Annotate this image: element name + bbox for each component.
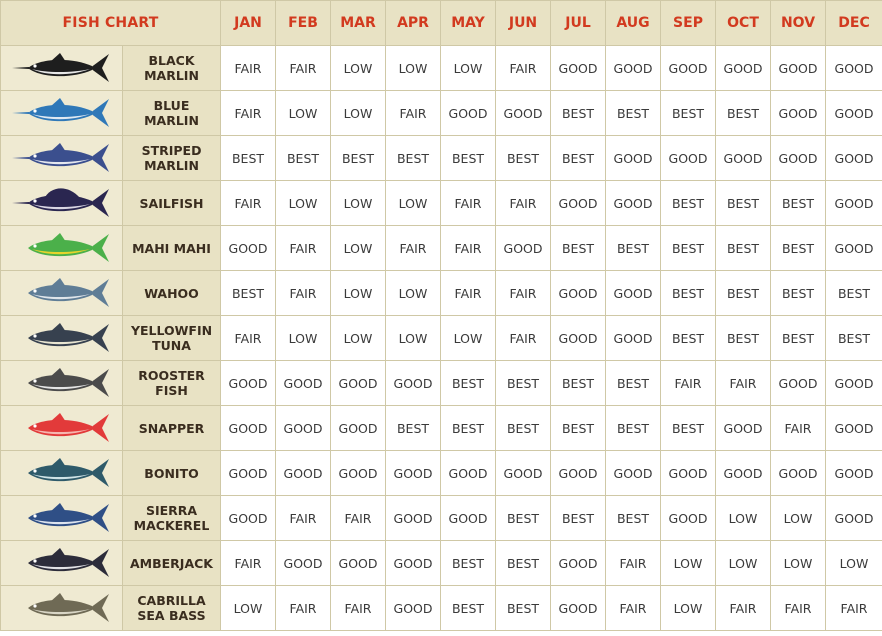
rating-cell: GOOD [771, 451, 826, 496]
table-row [1, 181, 882, 226]
rating-cell: BEST [716, 316, 771, 361]
rating-cell: LOW [331, 316, 386, 361]
table-row [1, 406, 882, 451]
rating-cell: LOW [331, 226, 386, 271]
rating-cell: GOOD [826, 46, 882, 91]
month-header: SEP [661, 1, 716, 46]
cabrilla-sea-bass-icon [10, 589, 114, 627]
rating-cell: GOOD [441, 91, 496, 136]
black-marlin-icon [10, 49, 114, 87]
rating-cell: BEST [716, 271, 771, 316]
table-row [1, 226, 882, 271]
fish-name: SNAPPER [123, 406, 221, 451]
rating-cell: BEST [386, 406, 441, 451]
rating-cell: GOOD [496, 226, 551, 271]
chart-title: FISH CHART [1, 1, 221, 46]
fish-image-cell [1, 91, 123, 136]
rating-cell: GOOD [551, 271, 606, 316]
rating-cell: FAIR [221, 91, 276, 136]
rating-cell: BEST [661, 271, 716, 316]
table-row [1, 136, 882, 181]
rating-cell: FAIR [661, 361, 716, 406]
rating-cell: GOOD [386, 496, 441, 541]
rating-cell: GOOD [331, 541, 386, 586]
rating-cell: FAIR [441, 226, 496, 271]
fish-name: WAHOO [123, 271, 221, 316]
rating-cell: GOOD [606, 451, 661, 496]
rating-cell: BEST [661, 226, 716, 271]
fish-image-cell [1, 136, 123, 181]
mahi-mahi-icon [10, 229, 114, 267]
rating-cell: GOOD [771, 136, 826, 181]
fish-image-cell [1, 226, 123, 271]
rating-cell: LOW [276, 181, 331, 226]
rating-cell: LOW [386, 271, 441, 316]
month-header: APR [386, 1, 441, 46]
bonito-icon [10, 454, 114, 492]
snapper-icon [10, 409, 114, 447]
rating-cell: BEST [606, 91, 661, 136]
table-row [1, 451, 882, 496]
fish-name: CABRILLA SEA BASS [123, 586, 221, 631]
rating-cell: BEST [716, 181, 771, 226]
rating-cell: BEST [496, 361, 551, 406]
rating-cell: LOW [331, 181, 386, 226]
rating-cell: GOOD [276, 406, 331, 451]
fish-name: BONITO [123, 451, 221, 496]
table-row [1, 316, 882, 361]
rating-cell: BEST [771, 316, 826, 361]
fish-name: MAHI MAHI [123, 226, 221, 271]
rating-cell: BEST [661, 91, 716, 136]
table-row [1, 541, 882, 586]
rating-cell: BEST [661, 181, 716, 226]
rating-cell: FAIR [221, 541, 276, 586]
fish-name: AMBERJACK [123, 541, 221, 586]
rating-cell: GOOD [221, 406, 276, 451]
fish-image-cell [1, 361, 123, 406]
rating-cell: BEST [551, 91, 606, 136]
rating-cell: BEST [276, 136, 331, 181]
rating-cell: BEST [551, 361, 606, 406]
month-header: MAY [441, 1, 496, 46]
fish-name: BLACK MARLIN [123, 46, 221, 91]
rating-cell: BEST [661, 406, 716, 451]
rating-cell: FAIR [716, 361, 771, 406]
rating-cell: GOOD [826, 91, 882, 136]
rating-cell: GOOD [551, 586, 606, 631]
fish-name: YELLOWFIN TUNA [123, 316, 221, 361]
rating-cell: GOOD [276, 361, 331, 406]
rating-cell: FAIR [221, 316, 276, 361]
rating-cell: LOW [716, 496, 771, 541]
rating-cell: GOOD [386, 541, 441, 586]
fish-name: STRIPED MARLIN [123, 136, 221, 181]
chart-body [1, 46, 882, 631]
rating-cell: GOOD [221, 496, 276, 541]
sailfish-icon [10, 184, 114, 222]
rating-cell: GOOD [606, 271, 661, 316]
rating-cell: FAIR [331, 496, 386, 541]
rating-cell: BEST [606, 226, 661, 271]
fish-image-cell [1, 406, 123, 451]
rating-cell: BEST [606, 496, 661, 541]
rating-cell: GOOD [386, 586, 441, 631]
rating-cell: BEST [331, 136, 386, 181]
rating-cell: GOOD [386, 361, 441, 406]
rating-cell: FAIR [771, 406, 826, 451]
rating-cell: GOOD [661, 451, 716, 496]
month-header: MAR [331, 1, 386, 46]
rating-cell: GOOD [276, 541, 331, 586]
rating-cell: GOOD [551, 46, 606, 91]
rating-cell: GOOD [661, 46, 716, 91]
rating-cell: GOOD [826, 406, 882, 451]
fish-image-cell [1, 271, 123, 316]
rating-cell: FAIR [496, 181, 551, 226]
fish-name: SIERRA MACKEREL [123, 496, 221, 541]
rating-cell: FAIR [606, 586, 661, 631]
rating-cell: LOW [386, 46, 441, 91]
fish-image-cell [1, 541, 123, 586]
rating-cell: BEST [551, 226, 606, 271]
rating-cell: BEST [826, 271, 882, 316]
rating-cell: LOW [221, 586, 276, 631]
rating-cell: BEST [441, 541, 496, 586]
rating-cell: LOW [276, 91, 331, 136]
rating-cell: GOOD [606, 316, 661, 361]
rating-cell: BEST [606, 361, 661, 406]
rating-cell: FAIR [496, 46, 551, 91]
rating-cell: LOW [826, 541, 882, 586]
rating-cell: GOOD [826, 451, 882, 496]
rating-cell: GOOD [826, 226, 882, 271]
amberjack-icon [10, 544, 114, 582]
rating-cell: FAIR [496, 271, 551, 316]
rating-cell: FAIR [276, 586, 331, 631]
rating-cell: FAIR [386, 226, 441, 271]
rating-cell: GOOD [441, 496, 496, 541]
rating-cell: FAIR [386, 91, 441, 136]
rating-cell: LOW [441, 316, 496, 361]
month-header: OCT [716, 1, 771, 46]
rating-cell: GOOD [606, 181, 661, 226]
rating-cell: LOW [661, 586, 716, 631]
rating-cell: GOOD [331, 451, 386, 496]
rating-cell: BEST [551, 496, 606, 541]
rating-cell: GOOD [441, 451, 496, 496]
rating-cell: BEST [441, 136, 496, 181]
fish-name: BLUE MARLIN [123, 91, 221, 136]
rating-cell: BEST [771, 181, 826, 226]
fish-image-cell [1, 316, 123, 361]
rating-cell: BEST [716, 91, 771, 136]
rating-cell: FAIR [276, 271, 331, 316]
rating-cell: FAIR [441, 181, 496, 226]
wahoo-icon [10, 274, 114, 312]
rating-cell: LOW [716, 541, 771, 586]
striped-marlin-icon [10, 139, 114, 177]
rating-cell: BEST [441, 406, 496, 451]
month-header: AUG [606, 1, 661, 46]
rating-cell: GOOD [716, 406, 771, 451]
rating-cell: GOOD [551, 451, 606, 496]
rating-cell: GOOD [606, 136, 661, 181]
rating-cell: LOW [771, 496, 826, 541]
rating-cell: GOOD [716, 136, 771, 181]
rating-cell: GOOD [661, 136, 716, 181]
fish-image-cell [1, 181, 123, 226]
table-row [1, 361, 882, 406]
rating-cell: GOOD [771, 361, 826, 406]
rating-cell: FAIR [441, 271, 496, 316]
rating-cell: BEST [551, 406, 606, 451]
rating-cell: BEST [386, 136, 441, 181]
rating-cell: GOOD [716, 46, 771, 91]
rating-cell: LOW [331, 46, 386, 91]
rating-cell: FAIR [221, 46, 276, 91]
month-header: JAN [221, 1, 276, 46]
fish-image-cell [1, 586, 123, 631]
rating-cell: BEST [771, 226, 826, 271]
rating-cell: GOOD [386, 451, 441, 496]
rating-cell: BEST [551, 136, 606, 181]
rating-cell: BEST [661, 316, 716, 361]
month-header: JUN [496, 1, 551, 46]
rating-cell: BEST [441, 361, 496, 406]
rating-cell: GOOD [331, 406, 386, 451]
rating-cell: BEST [826, 316, 882, 361]
month-header: DEC [826, 1, 882, 46]
rating-cell: BEST [771, 271, 826, 316]
rating-cell: GOOD [606, 46, 661, 91]
rating-cell: GOOD [551, 541, 606, 586]
rating-cell: GOOD [221, 361, 276, 406]
rating-cell: GOOD [771, 46, 826, 91]
rating-cell: LOW [386, 316, 441, 361]
rating-cell: FAIR [221, 181, 276, 226]
rating-cell: BEST [496, 136, 551, 181]
rating-cell: FAIR [276, 496, 331, 541]
rating-cell: GOOD [661, 496, 716, 541]
fish-name: SAILFISH [123, 181, 221, 226]
table-row [1, 46, 882, 91]
rating-cell: BEST [221, 271, 276, 316]
rating-cell: LOW [441, 46, 496, 91]
rating-cell: FAIR [826, 586, 882, 631]
month-header: JUL [551, 1, 606, 46]
rating-cell: GOOD [551, 181, 606, 226]
rating-cell: BEST [496, 541, 551, 586]
fish-name: ROOSTER FISH [123, 361, 221, 406]
rating-cell: GOOD [716, 451, 771, 496]
fish-image-cell [1, 496, 123, 541]
rating-cell: GOOD [771, 91, 826, 136]
yellowfin-tuna-icon [10, 319, 114, 357]
rating-cell: BEST [496, 586, 551, 631]
table-row [1, 91, 882, 136]
month-header: NOV [771, 1, 826, 46]
rating-cell: GOOD [276, 451, 331, 496]
rating-cell: BEST [496, 496, 551, 541]
fish-image-cell [1, 451, 123, 496]
rooster-fish-icon [10, 364, 114, 402]
sierra-mackerel-icon [10, 499, 114, 537]
rating-cell: BEST [716, 226, 771, 271]
rating-cell: LOW [331, 271, 386, 316]
table-row [1, 496, 882, 541]
header-row [1, 1, 882, 46]
rating-cell: BEST [496, 406, 551, 451]
rating-cell: FAIR [331, 586, 386, 631]
rating-cell: LOW [771, 541, 826, 586]
table-row [1, 271, 882, 316]
rating-cell: GOOD [496, 91, 551, 136]
rating-cell: LOW [661, 541, 716, 586]
rating-cell: GOOD [826, 496, 882, 541]
rating-cell: FAIR [606, 541, 661, 586]
table-row [1, 586, 882, 631]
rating-cell: GOOD [331, 361, 386, 406]
rating-cell: GOOD [826, 181, 882, 226]
rating-cell: BEST [221, 136, 276, 181]
rating-cell: BEST [441, 586, 496, 631]
rating-cell: FAIR [496, 316, 551, 361]
rating-cell: BEST [606, 406, 661, 451]
rating-cell: GOOD [496, 451, 551, 496]
month-header: FEB [276, 1, 331, 46]
rating-cell: GOOD [826, 136, 882, 181]
rating-cell: LOW [386, 181, 441, 226]
rating-cell: GOOD [826, 361, 882, 406]
rating-cell: FAIR [771, 586, 826, 631]
rating-cell: FAIR [716, 586, 771, 631]
rating-cell: GOOD [221, 451, 276, 496]
rating-cell: GOOD [221, 226, 276, 271]
rating-cell: FAIR [276, 226, 331, 271]
rating-cell: LOW [276, 316, 331, 361]
rating-cell: GOOD [551, 316, 606, 361]
rating-cell: FAIR [276, 46, 331, 91]
rating-cell: LOW [331, 91, 386, 136]
fish-image-cell [1, 46, 123, 91]
blue-marlin-icon [10, 94, 114, 132]
